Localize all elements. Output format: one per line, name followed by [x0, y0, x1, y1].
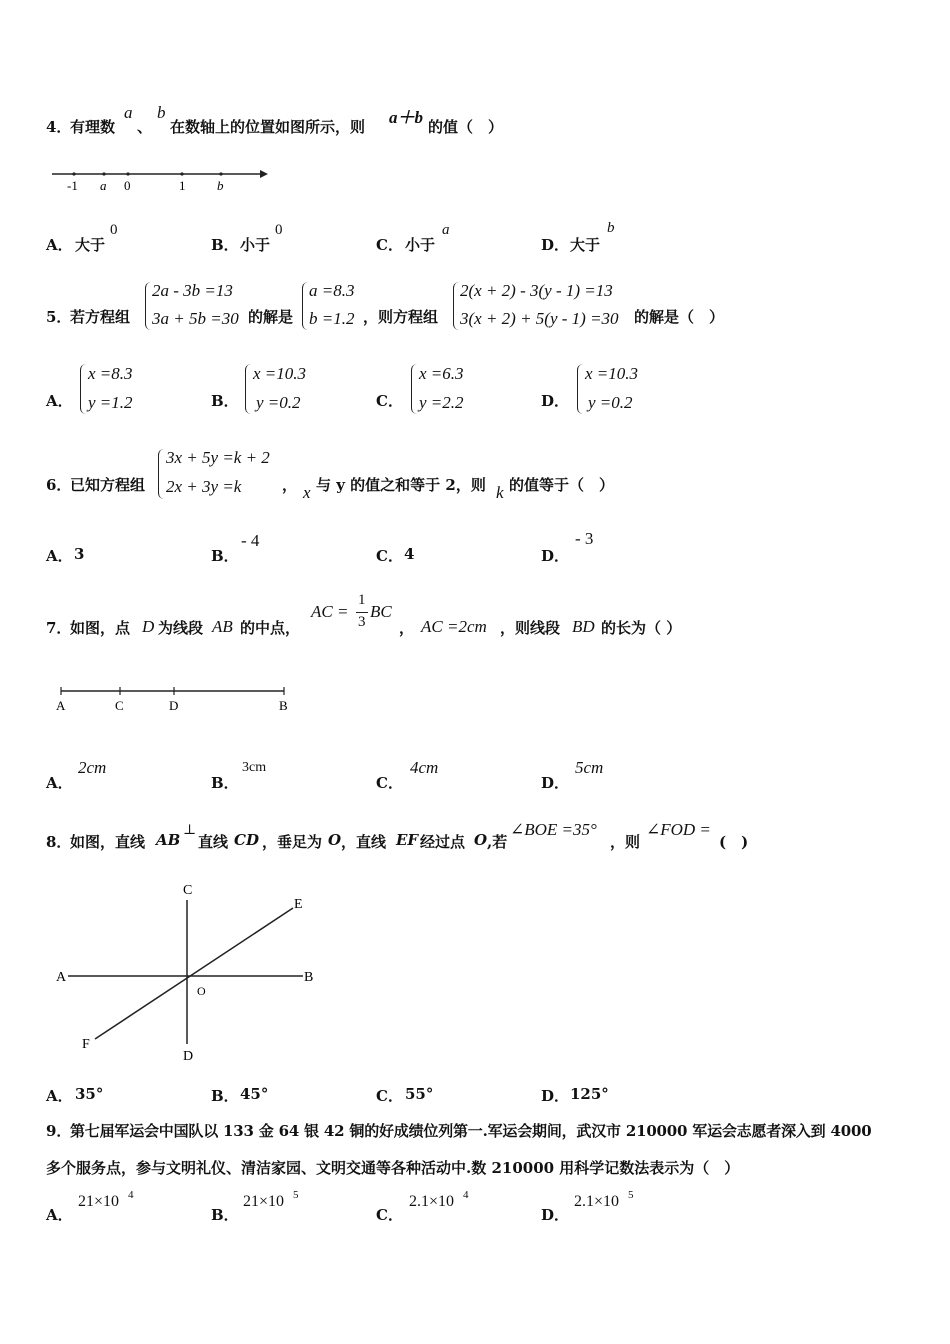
option-d-letter[interactable]: D．: [541, 1087, 570, 1105]
question-number: 9．: [46, 1122, 72, 1140]
tick-mark: [126, 172, 129, 175]
question-text: 的中点，: [240, 619, 301, 637]
question-number: 6．: [46, 476, 72, 494]
equation: 2(x + 2) - 3(y - 1) =13: [460, 281, 613, 300]
option-a-math: 0: [110, 222, 118, 238]
question-text: 经过点: [420, 833, 466, 851]
question-text: 的解是: [248, 308, 294, 326]
math-ac: AC =2cm: [421, 617, 487, 636]
math-a: a: [124, 103, 133, 122]
question-text-line1: 第七届军运会中国队以 133 金 64 银 42 铜的好成绩位列第一.军运会期间，武汉市 210000 军运会志愿者深入到 4000: [70, 1122, 872, 1140]
point-label: D: [183, 1049, 194, 1064]
question-text: 直线: [198, 833, 229, 851]
option-b-text: 45°: [240, 1085, 269, 1103]
point-label: O: [197, 984, 206, 998]
option-d-math: b: [607, 220, 615, 236]
math-D: D: [142, 617, 155, 636]
point-label: A: [56, 970, 67, 985]
option-b-letter[interactable]: B．: [211, 392, 239, 410]
option-b-letter[interactable]: B．: [211, 1206, 239, 1224]
number-line-figure: [46, 160, 276, 200]
option-d-letter[interactable]: D．: [541, 547, 570, 565]
point-label: B: [279, 698, 288, 713]
option-d-letter[interactable]: D．: [541, 392, 570, 410]
question-text: 已知方程组: [70, 476, 146, 494]
tick-mark: [102, 172, 105, 175]
question-text: 、: [137, 118, 153, 136]
option-c-letter[interactable]: C．: [376, 774, 403, 792]
question-text: ，则线段: [500, 619, 561, 637]
tick-mark: [180, 172, 183, 175]
equation: 3a + 5b =30: [152, 309, 239, 328]
point-label: F: [82, 1037, 90, 1052]
point-label: C: [183, 883, 193, 898]
equation: 3x + 5y =k + 2: [166, 448, 270, 467]
option-a-letter[interactable]: A．: [46, 774, 73, 792]
option-d-exponent: 5: [628, 1189, 634, 1201]
equation: 2a - 3b =13: [152, 281, 233, 300]
option-a-letter[interactable]: A．: [46, 392, 73, 410]
option-b-letter[interactable]: B．: [211, 547, 239, 565]
option-b-math: 0: [275, 222, 283, 238]
option-a-letter[interactable]: A．: [46, 1206, 73, 1224]
option-a-letter[interactable]: A．: [46, 547, 73, 565]
math-EF: EF: [396, 831, 419, 849]
question-text: ，直线: [341, 833, 387, 851]
tick-mark: [219, 172, 222, 175]
option-c-base: 2.1×10: [409, 1193, 455, 1210]
option-a-line1: x =8.3: [88, 364, 133, 383]
math-k: k: [496, 483, 504, 502]
system-brace: [80, 364, 87, 414]
system-brace: [145, 282, 152, 330]
option-b-text: 小于: [240, 236, 271, 254]
point-label: B: [304, 970, 314, 985]
equation: 3(x + 2) + 5(y - 1) =30: [460, 309, 619, 328]
option-d-base: 2.1×10: [574, 1193, 620, 1210]
question-text: 的值（ ）: [428, 118, 504, 136]
math-b: b: [157, 103, 166, 122]
perpendicular-symbol: ⊥: [183, 823, 197, 838]
question-number: 7．: [46, 619, 72, 637]
question-text: 若方程组: [70, 308, 131, 326]
question-text: ( ): [719, 833, 749, 851]
option-a-math: 3: [74, 545, 85, 563]
axis-label: b: [217, 178, 224, 193]
system-brace: [453, 282, 460, 330]
option-c-exponent: 4: [463, 1189, 469, 1201]
option-a-letter[interactable]: A．: [46, 1087, 73, 1105]
axis-label: -1: [67, 178, 78, 193]
equation: b =1.2: [309, 309, 355, 328]
math-x: x: [303, 483, 311, 502]
option-b-letter[interactable]: B．: [211, 774, 239, 792]
option-c-line2: y =2.2: [419, 393, 464, 412]
number-line-arrow: [260, 170, 268, 178]
math-O: O: [328, 831, 342, 849]
system-brace: [158, 449, 165, 499]
question-text: 如图，直线: [70, 833, 146, 851]
segment-figure: [50, 682, 300, 714]
question-text: ，垂足为: [262, 833, 323, 851]
fraction-bar: [356, 612, 368, 613]
fraction-rhs: BC: [370, 602, 392, 621]
option-c-math: 4cm: [410, 758, 439, 777]
option-a-math: 2cm: [78, 758, 107, 777]
question-number: 8．: [46, 833, 72, 851]
option-d-letter[interactable]: D．: [541, 236, 570, 254]
option-d-line2: y =0.2: [588, 393, 633, 412]
option-c-math: a: [442, 222, 450, 238]
point-label: A: [56, 698, 66, 713]
option-b-exponent: 5: [293, 1189, 299, 1201]
option-a-letter[interactable]: A．: [46, 236, 73, 254]
option-b-base: 21×10: [243, 1193, 285, 1210]
option-c-letter[interactable]: C．: [376, 547, 403, 565]
option-c-letter[interactable]: C．: [376, 1087, 403, 1105]
option-d-line1: x =10.3: [585, 364, 639, 383]
option-c-line1: x =6.3: [419, 364, 464, 383]
fraction-lhs: AC =: [311, 602, 349, 621]
math-AB: AB: [212, 617, 233, 636]
point-label: D: [169, 698, 179, 713]
option-b-math: - 4: [241, 531, 260, 550]
point-label: E: [294, 897, 303, 912]
angle-boe: ∠BOE =35°: [510, 820, 597, 839]
option-d-text: 大于: [570, 236, 601, 254]
question-text: 的值等于（ ）: [509, 476, 615, 494]
option-b-letter[interactable]: B．: [211, 1087, 239, 1105]
question-text: 在数轴上的位置如图所示，则: [170, 118, 366, 136]
option-c-text: 小于: [405, 236, 436, 254]
angle-fod: ∠FOD =: [646, 820, 711, 839]
equation: a =8.3: [309, 281, 355, 300]
question-text: ，则方程组: [363, 308, 439, 326]
math-AB: AB: [156, 831, 181, 849]
option-b-math: 3cm: [242, 760, 267, 775]
point-label: C: [115, 698, 124, 713]
option-b-letter[interactable]: B．: [211, 236, 239, 254]
system-brace: [411, 364, 418, 414]
math-expression: a＋b: [389, 108, 423, 127]
option-c-letter[interactable]: C．: [376, 236, 403, 254]
line-ef: [95, 908, 293, 1039]
option-d-text: 125°: [570, 1085, 609, 1103]
math-O: O: [474, 831, 488, 849]
question-number: 4．: [46, 118, 72, 136]
question-text: 有理数: [70, 118, 116, 136]
question-text: ，: [399, 619, 415, 637]
option-c-letter[interactable]: C．: [376, 1206, 403, 1224]
system-brace: [577, 364, 584, 414]
fraction-numerator: 1: [358, 592, 366, 608]
option-d-math: - 3: [575, 529, 594, 548]
option-a-base: 21×10: [78, 1193, 120, 1210]
system-brace: [302, 282, 309, 330]
option-a-text: 大于: [75, 236, 106, 254]
option-d-letter[interactable]: D．: [541, 774, 570, 792]
axis-label: a: [100, 178, 107, 193]
math-CD: CD: [234, 831, 259, 849]
option-c-text: 55°: [405, 1085, 434, 1103]
axis-label: 0: [124, 178, 131, 193]
question-text: ，则: [610, 833, 641, 851]
option-b-line2: y =0.2: [256, 393, 301, 412]
option-d-letter[interactable]: D．: [541, 1206, 570, 1224]
option-c-math: 4: [404, 545, 415, 563]
option-a-line2: y =1.2: [88, 393, 133, 412]
system-brace: [245, 364, 252, 414]
option-a-text: 35°: [75, 1085, 104, 1103]
question-text: 与 y 的值之和等于 2，则: [316, 476, 486, 494]
math-BD: BD: [572, 617, 595, 636]
question-text: ，: [282, 476, 298, 494]
tick-mark: [72, 172, 75, 175]
intersecting-lines-figure: [50, 878, 330, 1068]
option-c-letter[interactable]: C．: [376, 392, 403, 410]
option-a-exponent: 4: [128, 1189, 134, 1201]
option-d-math: 5cm: [575, 758, 604, 777]
question-text: 为线段: [158, 619, 204, 637]
question-text: 的解是（ ）: [634, 308, 725, 326]
question-text: 如图，点: [70, 619, 131, 637]
axis-label: 1: [179, 178, 186, 193]
equation: 2x + 3y =k: [166, 477, 242, 496]
option-b-line1: x =10.3: [253, 364, 307, 383]
fraction-denominator: 3: [358, 614, 366, 630]
question-text-line2: 多个服务点，参与文明礼仪、清洁家园、文明交通等各种活动中.数 210000 用科学记数法表示为（ ）: [46, 1159, 740, 1177]
question-number: 5．: [46, 308, 72, 326]
question-text: ,若: [487, 833, 508, 851]
question-text: 的长为（ ）: [601, 619, 682, 637]
